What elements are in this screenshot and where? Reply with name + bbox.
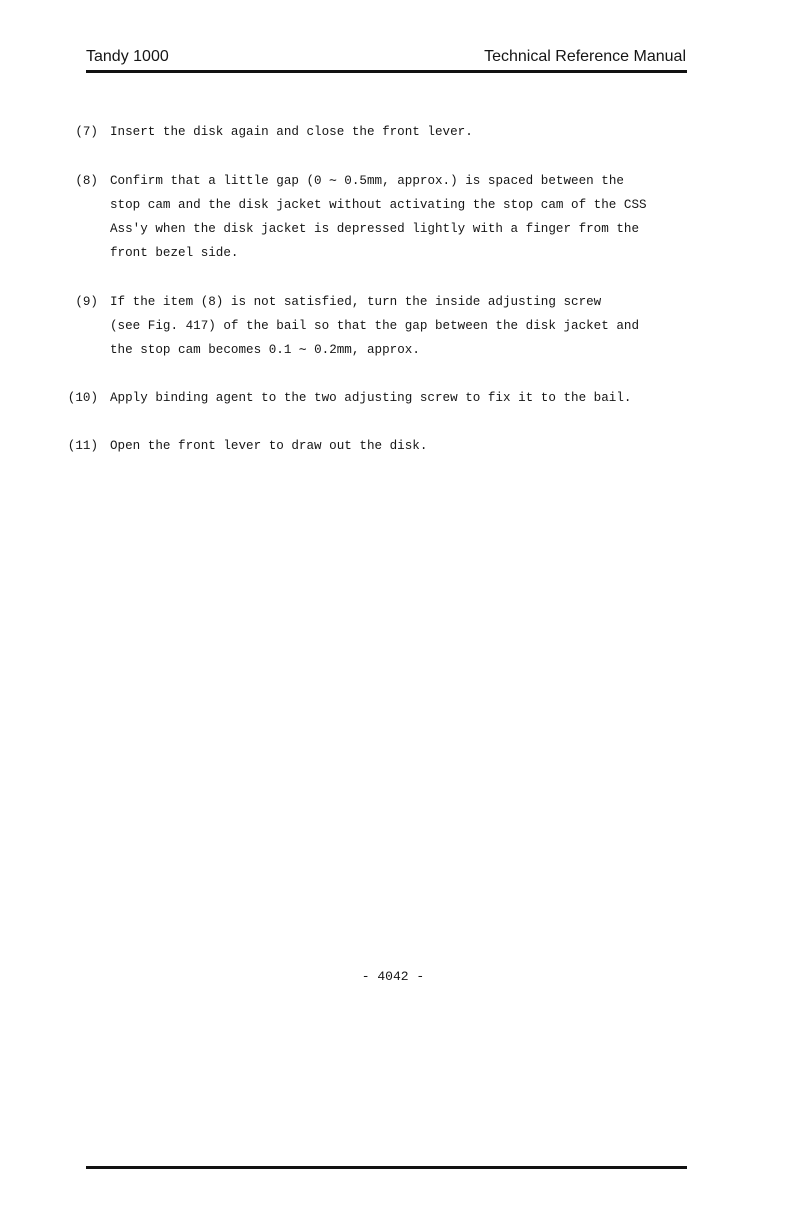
step-number: (11) [67, 439, 98, 453]
step-number: (8) [75, 174, 98, 188]
step-text [110, 386, 680, 410]
step-number: (7) [75, 125, 98, 139]
step-line: Open the front lever to draw out the disk. [110, 439, 428, 453]
header-title-left: Tandy 1000 [86, 48, 169, 65]
step-text [110, 290, 680, 362]
step-text [110, 434, 680, 458]
step-line: If the item (8) is not satisfied, turn the inside adjusting screw [110, 295, 602, 309]
step-line: stop cam and the disk jacket without activating the stop cam of the CSS [110, 198, 647, 212]
step-line: Apply binding agent to the two adjusting screw to fix it to the bail. [110, 391, 632, 405]
footer-rule [86, 1166, 687, 1169]
step-line: Ass'y when the disk jacket is depressed lightly with a finger from the [110, 222, 640, 236]
step-line: the stop cam becomes 0.1 ∼ 0.2mm, approx. [110, 343, 420, 357]
step-line: front bezel side. [110, 246, 239, 260]
step-text [110, 120, 680, 144]
step-line: Insert the disk again and close the front lever. [110, 125, 473, 139]
step-text [110, 169, 680, 265]
step-number: (10) [67, 391, 98, 405]
step-line: Confirm that a little gap (0 ∼ 0.5mm, approx.) is spaced between the [110, 174, 624, 188]
header-title-right: Technical Reference Manual [484, 48, 686, 65]
step-number: (9) [75, 295, 98, 309]
header-rule [86, 70, 687, 73]
step-line: (see Fig. 417) of the bail so that the gap between the disk jacket and [110, 319, 640, 333]
page-number: - 4042 - [361, 969, 425, 984]
